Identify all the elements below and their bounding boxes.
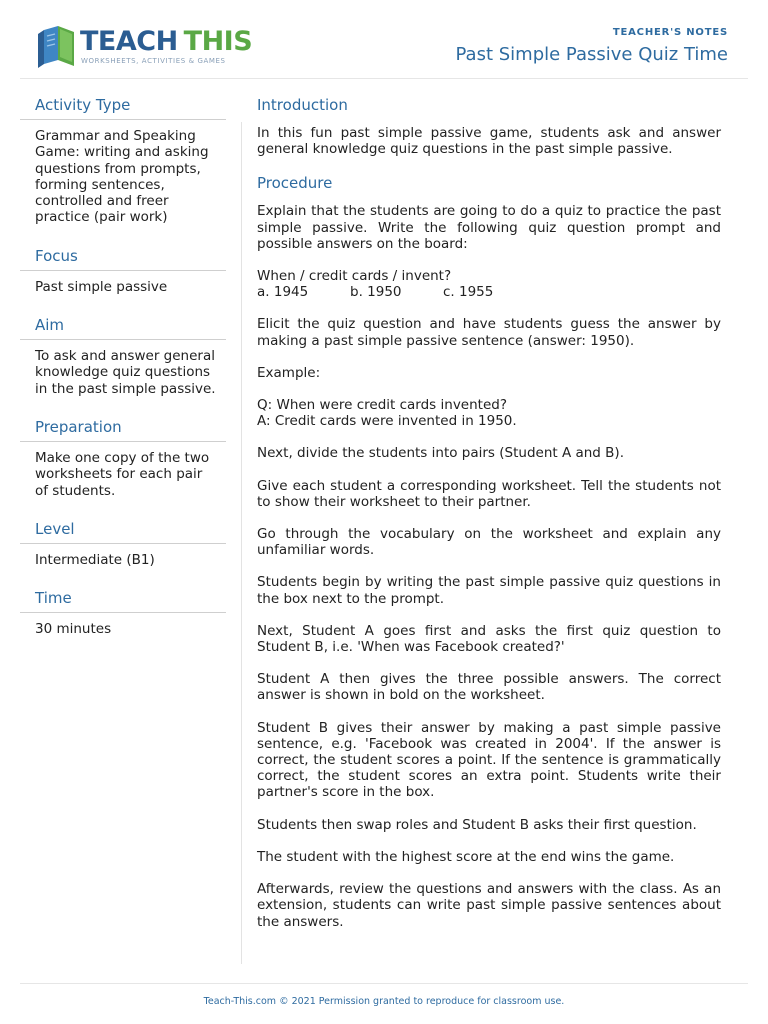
time-section <box>20 588 226 637</box>
focus-text: Past simple passive <box>35 278 168 295</box>
procedure-step-swap: Students then swap roles and Student B asks their first question. <box>257 816 697 833</box>
page-title: Past Simple Passive Quiz Time <box>455 44 728 65</box>
introduction-heading: Introduction <box>257 96 348 114</box>
quiz-options <box>257 284 721 300</box>
column-divider <box>241 122 242 964</box>
example-label: Example: <box>257 364 321 381</box>
teachers-notes-label: TEACHER'S NOTES <box>612 27 728 38</box>
preparation-text: Make one copy of the two worksheets for each pair of students. <box>35 449 210 499</box>
option-c: c. 1955 <box>443 284 494 301</box>
procedure-step-vocabulary: Go through the vocabulary on the worksheet and explain any unfamiliar words. <box>257 526 721 559</box>
teach-this-logo[interactable] <box>36 24 253 70</box>
logo-wordmark <box>80 26 252 58</box>
procedure-step-pairs: Next, divide the students into pairs (Student A and B). <box>257 445 624 462</box>
page-header <box>0 0 768 80</box>
focus-section <box>20 246 226 295</box>
aim-heading: Aim <box>20 315 226 340</box>
time-text: 30 minutes <box>35 621 112 638</box>
footer-copyright: Teach-This.com © 2021 Permission granted to reproduce for classroom use. <box>203 996 565 1007</box>
procedure-step-review: Afterwards, review the questions and answers with the class. As an extension, students can write past simple passive sentences about the answers. <box>257 881 721 930</box>
activity-type-text: Grammar and Speaking Game: writing and asking questions from prompts, forming sentences, controlled and freer practice (pair work) <box>35 128 209 226</box>
level-section <box>20 519 226 568</box>
introduction-text: In this fun past simple passive game, students ask and answer general knowledge quiz questions in the past simple passive. <box>257 125 721 158</box>
procedure-step-scoring: Student B gives their answer by making a past simple passive sentence, e.g. 'Facebook was created in 2004'. If the answer is correct, the student scores a point. If the sentence is grammatically correct, the student scores an extra point. Students write their partner's score in the box. <box>257 719 721 801</box>
option-a: a. 1945 <box>257 284 309 301</box>
procedure-step-winner: The student with the highest score at the end wins the game. <box>257 848 675 865</box>
procedure-step-student-a: Next, Student A goes first and asks the first quiz question to Student B, i.e. 'When was Facebook created?' <box>257 622 721 656</box>
aim-text: To ask and answer general knowledge quiz questions in the past simple passive. <box>35 348 216 397</box>
procedure-step-elicit: Elicit the quiz question and have students guess the answer by making a past simple passive sentence (answer: 1950). <box>257 316 721 349</box>
procedure-step-worksheet: Give each student a corresponding worksheet. Tell the students not to show their worksheet to their partner. <box>257 477 721 510</box>
aim-section <box>20 315 226 397</box>
focus-heading: Focus <box>20 246 226 271</box>
example-answer: A: Credit cards were invented in 1950. <box>257 413 517 430</box>
preparation-section <box>20 417 226 499</box>
procedure-step-write-questions: Students begin by writing the past simple passive quiz questions in the box next to the prompt. <box>257 574 721 607</box>
procedure-step-explain: Explain that the students are going to do a quiz to practice the past simple passive. Write the following quiz question prompt and possible answers on the board: <box>257 203 721 252</box>
procedure-heading: Procedure <box>257 174 333 193</box>
logo-word-teach: TEACH <box>80 26 178 57</box>
sidebar <box>20 95 226 657</box>
activity-type-section <box>20 95 226 226</box>
time-heading: Time <box>20 588 226 613</box>
footer-divider <box>20 983 748 984</box>
logo-tagline: WORKSHEETS, ACTIVITIES & GAMES <box>81 57 226 65</box>
main-content <box>257 95 721 946</box>
preparation-heading: Preparation <box>20 417 226 442</box>
level-heading: Level <box>20 519 226 544</box>
example-question: Q: When were credit cards invented? <box>257 397 508 414</box>
option-b: b. 1950 <box>350 284 402 301</box>
procedure-step-answers: Student A then gives the three possible answers. The correct answer is shown in bold on the worksheet. <box>257 671 721 704</box>
logo-word-this: THIS <box>183 26 253 57</box>
quiz-prompt: When / credit cards / invent? <box>257 268 452 285</box>
activity-type-heading: Activity Type <box>20 95 226 120</box>
level-text: Intermediate (B1) <box>35 551 155 568</box>
header-divider <box>20 78 748 79</box>
book-icon <box>36 24 76 68</box>
